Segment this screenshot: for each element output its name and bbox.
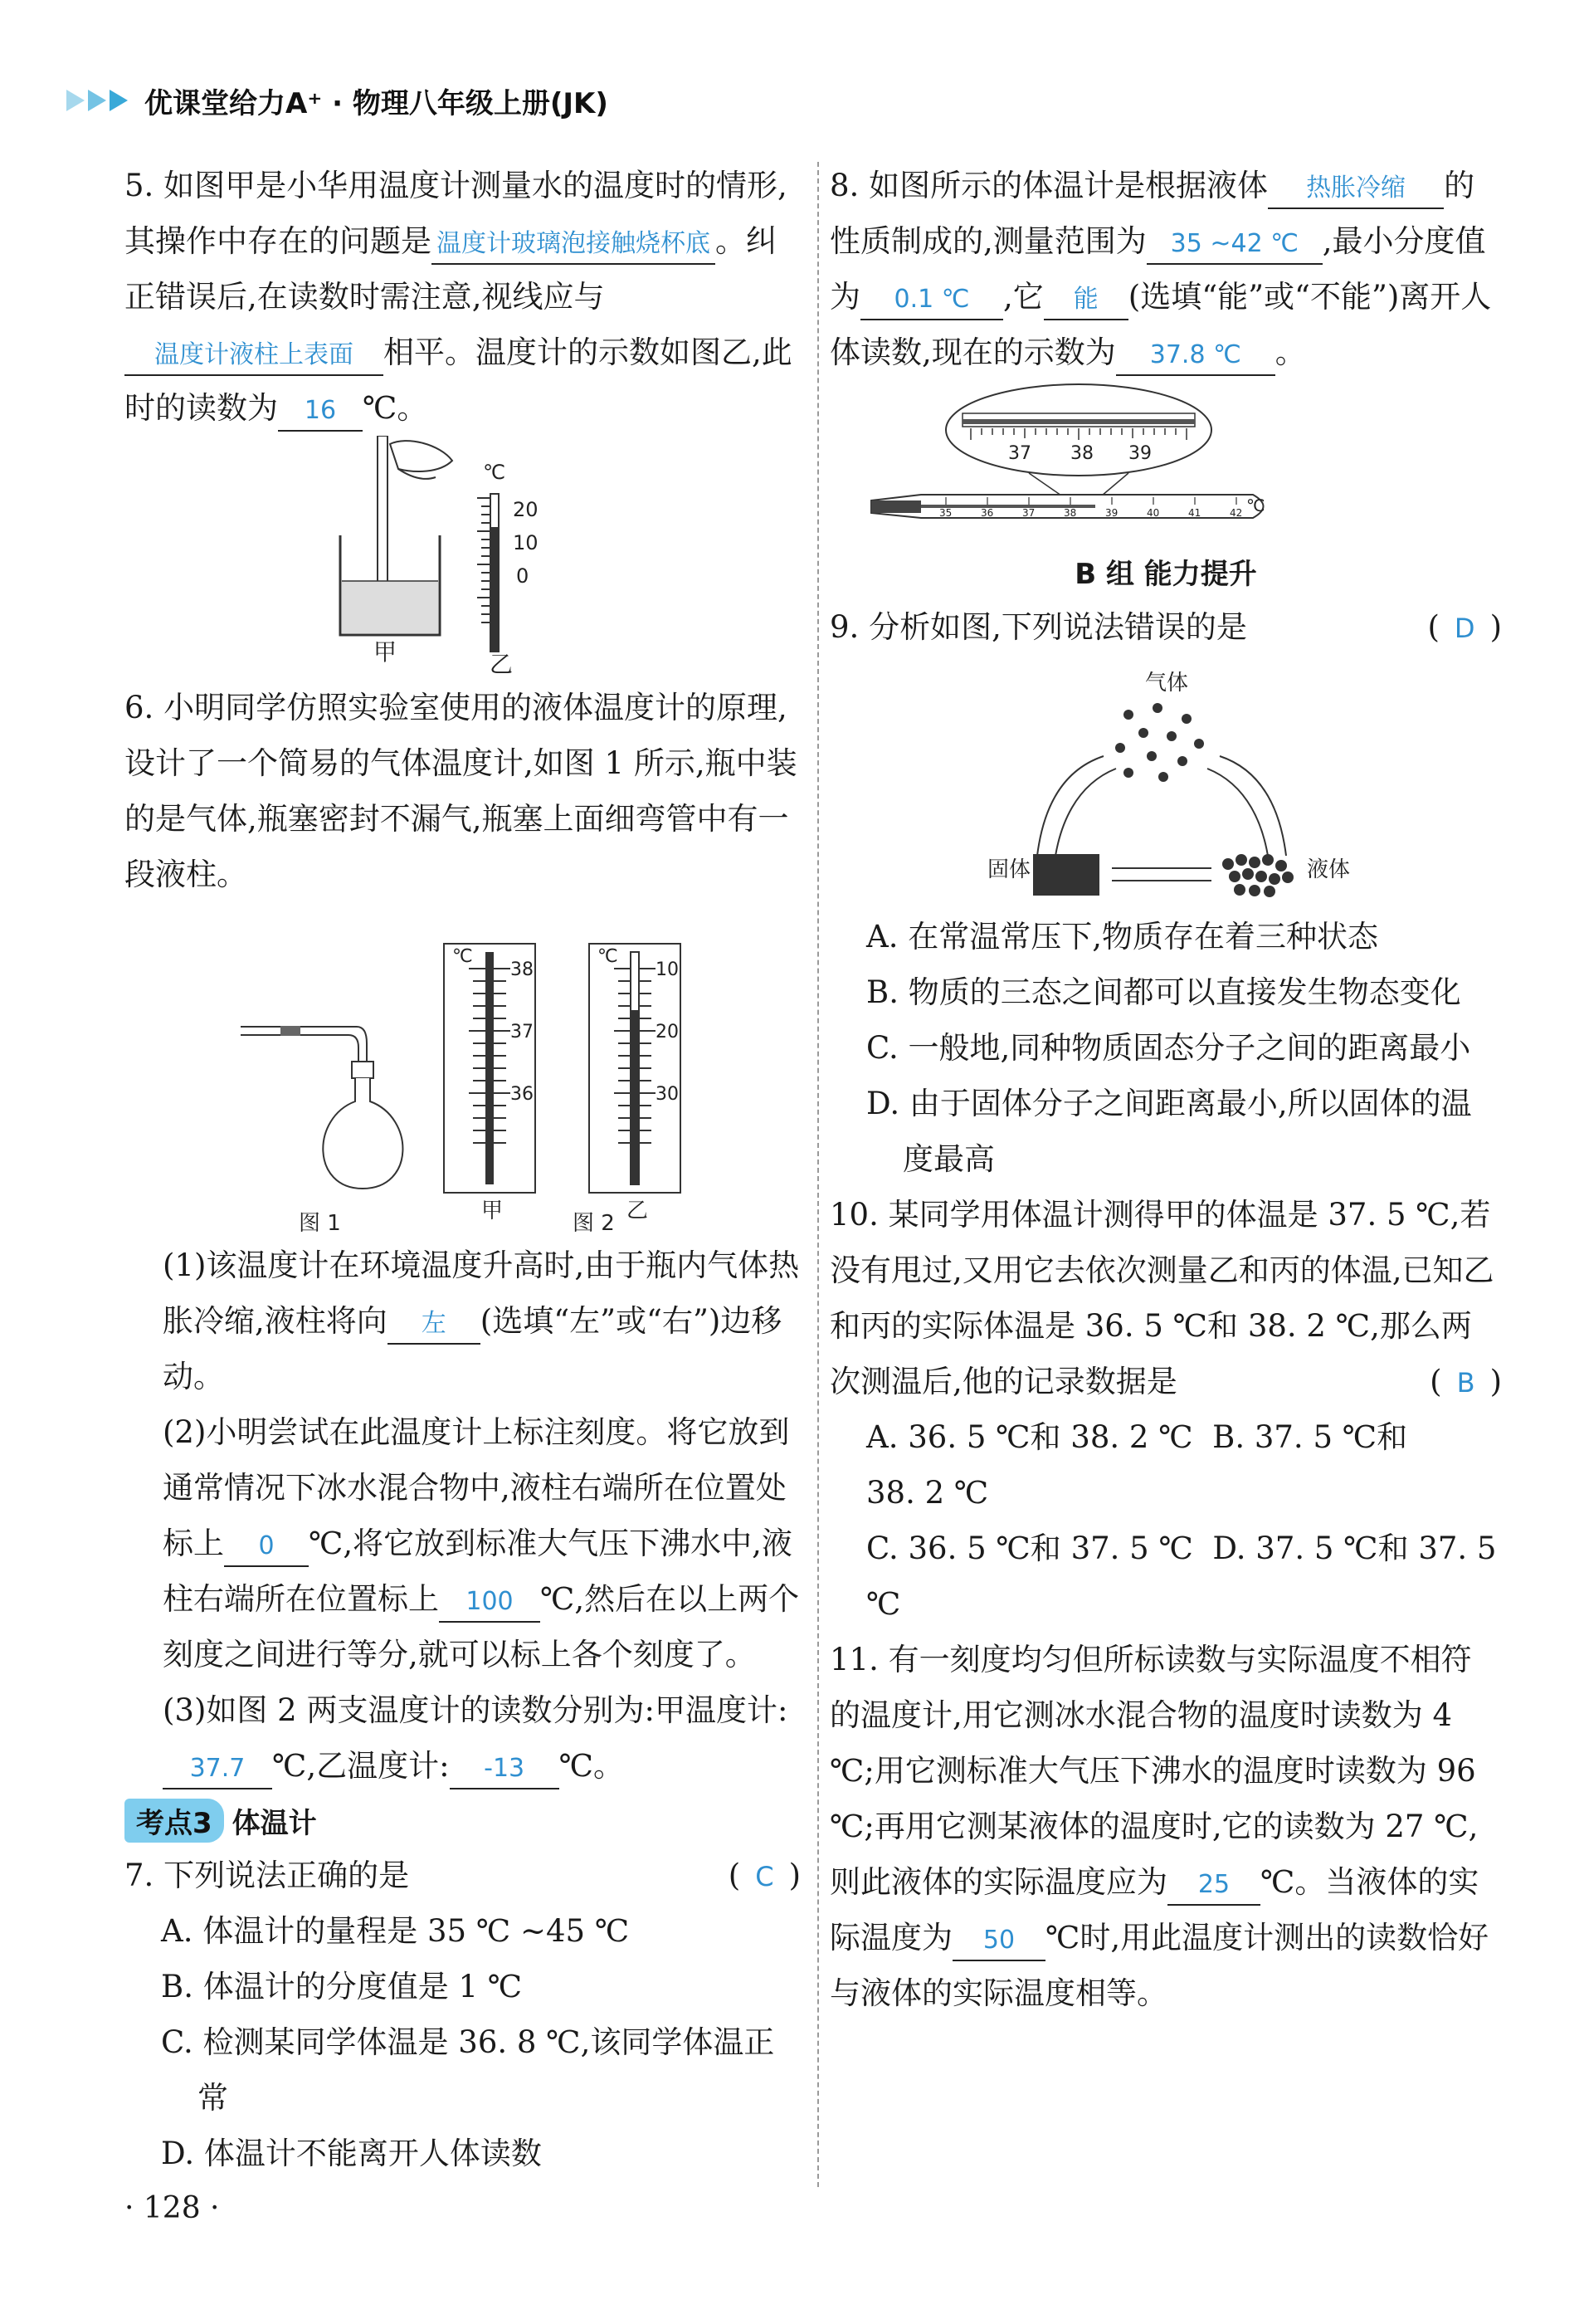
q9-option-a: A. 在常温常压下,物质存在着三种状态 [866, 919, 1379, 954]
q9-option-c: C. 一般地,同种物质固态分子之间的距离最小 [866, 1030, 1471, 1066]
fig2-jia-tick-37: 37 [510, 1022, 534, 1042]
q10-option-c: C. 36. 5 ℃和 37. 5 ℃ [866, 1531, 1193, 1566]
section-3-heading [124, 1799, 317, 1843]
q6-sub2-text-3: ℃,然后在以上两个刻度之间进行等分,就可以标上各个刻度了。 [163, 1581, 800, 1672]
q11-answer-2: 50 [953, 1921, 1045, 1961]
group-b-title: B 组 能力提升 [1075, 558, 1257, 591]
fig-label-jia: 甲 [373, 638, 397, 666]
fig-label-yi: 乙 [490, 651, 514, 676]
q10-answer-paren: ( B ) [1430, 1364, 1502, 1399]
header-arrows-icon [66, 90, 131, 111]
label-solid: 固体 [987, 857, 1031, 882]
question-5 [124, 158, 801, 436]
section-3-tag: 考点3 [124, 1799, 224, 1843]
q5-text-1: 5. 如图甲是小华用温度计测量水的温度时的情形,其操作中存在的问题是 [124, 168, 787, 259]
q8-answer-4: 能 [1044, 281, 1128, 320]
body-tick-35: 35 [939, 507, 953, 519]
gas-thermometer-flask [241, 1026, 402, 1189]
q10-option-b: B. 37. 5 ℃和 38. 2 ℃ [866, 1419, 1408, 1511]
body-tick-40: 40 [1147, 507, 1160, 519]
q8-answer-3: 0.1 ℃ [860, 281, 1003, 320]
q11-text-2: ℃。当液体的实际温度为 [830, 1864, 1479, 1955]
gas-particles [1115, 703, 1204, 782]
q8-text-3: ,最小分度值为 [830, 223, 1486, 315]
q6-sub3-answer-1: 37.7 [163, 1750, 272, 1789]
q9-option-b: B. 物质的三态之间都可以直接发生物态变化 [866, 974, 1461, 1010]
q7-option-a: A. 体温计的量程是 35 ℃ ~45 ℃ [161, 1913, 630, 1949]
zoom-tick-37: 37 [1008, 443, 1031, 464]
q10-answer: B [1456, 1367, 1475, 1399]
q10-stem: 10. 某同学用体温计测得甲的体温是 37. 5 ℃,若没有甩过,又用它去依次测量乙和丙的体温,已知乙和丙的实际体温是 36. 5 ℃和 38. 2 ℃,那么两次测温后,他的记录数据是 [830, 1197, 1494, 1399]
question-11 [830, 1632, 1502, 2021]
q6-sub3-text-2: ℃,乙温度计: [272, 1748, 450, 1784]
body-tick-42: 42 [1230, 507, 1243, 519]
q8-text-6: 。 [1275, 334, 1306, 370]
fig2-yi-label: 乙 [626, 1199, 649, 1223]
body-tick-36: 36 [981, 507, 994, 519]
fig2-yi-tick-20: 20 [656, 1022, 679, 1042]
q5-text-4: ℃。 [363, 390, 428, 426]
q9-option-d: D. 由于固体分子之间距离最小,所以固体的温度最高 [866, 1086, 1472, 1177]
q6-sub1-answer: 左 [387, 1305, 480, 1345]
q8-answer-1: 热胀冷缩 [1268, 169, 1444, 209]
question-10 [830, 1187, 1502, 1409]
body-tick-38: 38 [1064, 507, 1077, 519]
q10-options-row-1 [830, 1409, 1502, 1521]
scale-0: 0 [516, 564, 529, 588]
label-gas: 气体 [1145, 671, 1189, 696]
q7-option-c: C. 检测某同学体温是 36. 8 ℃,该同学体温正常 [161, 2024, 775, 2116]
q6-sub-3 [124, 1682, 801, 1794]
q5-text-2: 。纠正错误后,在读数时需注意,视线应与 [124, 223, 777, 315]
q6-sub-1 [124, 1238, 801, 1404]
q7-answer: C [755, 1861, 774, 1892]
q11-answer-1: 25 [1167, 1866, 1260, 1906]
hand-holding-thermometer-icon [390, 441, 452, 479]
fig2-caption: 图 2 [573, 1211, 615, 1234]
q7-stem: 7. 下列说法正确的是 [124, 1858, 410, 1893]
body-unit: ℃ [1246, 496, 1265, 515]
water [342, 581, 438, 633]
body-tick-39: 39 [1105, 507, 1119, 519]
q9-answer-paren: ( D ) [1427, 609, 1502, 645]
question-6 [124, 680, 801, 902]
body-tick-37: 37 [1022, 507, 1036, 519]
left-column [124, 158, 801, 2181]
page-header [66, 80, 608, 121]
q8-figure [830, 380, 1502, 546]
q6-sub3-text-1: (3)如图 2 两支温度计的读数分别为:甲温度计: [163, 1692, 788, 1728]
scale-20: 20 [513, 498, 539, 521]
fig2-jia-tick-38: 38 [510, 959, 534, 980]
q6-sub3-text-3: ℃。 [558, 1748, 625, 1784]
right-column [830, 158, 1502, 2021]
scale-unit: ℃ [483, 461, 505, 484]
zoom-tick-39: 39 [1128, 443, 1152, 464]
q8-text-4: ,它 [1003, 279, 1044, 315]
question-9 [830, 599, 1502, 655]
fig2-yi-tick-30: 30 [656, 1084, 679, 1105]
q10-option-a: A. 36. 5 ℃和 38. 2 ℃ [866, 1419, 1193, 1455]
liquid-particles [1222, 854, 1294, 897]
column-divider [817, 162, 819, 2187]
zoom-tick-38: 38 [1070, 443, 1094, 464]
q8-answer-5: 37.8 ℃ [1116, 336, 1275, 376]
q6-sub3-answer-2: -13 [450, 1750, 559, 1789]
q5-answer-3: 16 [278, 392, 363, 432]
question-8 [830, 158, 1502, 380]
q8-text-5: (选填“能”或“不能”)离开人体读数,现在的示数为 [830, 279, 1492, 370]
q11-text-1: 11. 有一刻度均匀但所标读数与实际温度不相符的温度计,用它测冰水混合物的温度时读数为 4 ℃;用它测标准大气压下沸水的温度时读数为 96 ℃;再用它测某液体的温度时,它的读数为 27 ℃,则此液体的实际温度应为 [830, 1642, 1479, 1900]
page-number: · 128 · [124, 2191, 220, 2225]
q6-sub2-text-2: ℃,将它放到标准大气压下沸水中,液柱右端所在位置标上 [163, 1526, 792, 1617]
fig1-caption: 图 1 [299, 1211, 341, 1234]
q11-text-3: ℃时,用此温度计测出的读数恰好与液体的实际温度相等。 [830, 1920, 1489, 2011]
q6-figure [124, 902, 801, 1234]
scale-10: 10 [513, 531, 539, 554]
q5-text-3: 相平。温度计的示数如图乙,此时的读数为 [124, 334, 792, 426]
q6-sub2-text-1: (2)小明尝试在此温度计上标注刻度。将它放到通常情况下冰水混合物中,液柱右端所在位置处标上 [163, 1414, 790, 1561]
fig2-jia-tick-36: 36 [510, 1084, 534, 1105]
fig2-jia-label: 甲 [481, 1199, 504, 1223]
q5-figure [124, 436, 801, 676]
q6-sub-2 [124, 1404, 801, 1682]
q6-sub1-text-1: (1)该温度计在环境温度升高时,由于瓶内气体热胀冷缩,液柱将向 [163, 1247, 800, 1339]
header-title: 优课堂给力A⁺ · 物理八年级上册(JK) [144, 86, 608, 120]
q7-option-b: B. 体温计的分度值是 1 ℃ [161, 1969, 523, 2004]
q8-text-2: 的性质制成的,测量范围为 [830, 168, 1475, 259]
q6-sub1-text-2: (选填“左”或“右”)边移动。 [163, 1303, 782, 1394]
q6-sub2-answer-2: 100 [439, 1583, 540, 1623]
q7-answer-paren: ( C ) [728, 1858, 801, 1893]
fig2-jia-unit: ℃ [452, 946, 473, 967]
question-7 [124, 1848, 801, 1903]
q8-text-1: 8. 如图所示的体温计是根据液体 [830, 168, 1269, 203]
q5-answer-1: 温度计玻璃泡接触烧杯底 [431, 225, 715, 265]
q9-figure [830, 657, 1502, 906]
q10-options-row-2 [830, 1521, 1502, 1632]
label-liquid: 液体 [1307, 857, 1351, 882]
q9-answer: D [1454, 613, 1475, 644]
q7-option-d: D. 体温计不能离开人体读数 [161, 2136, 542, 2171]
fig2-yi-tick-10: 10 [656, 959, 679, 980]
q6-stem: 6. 小明同学仿照实验室使用的液体温度计的原理,设计了一个简易的气体温度计,如图 1 所示,瓶中装的是气体,瓶塞密封不漏气,瓶塞上面细弯管中有一段液柱。 [124, 690, 797, 892]
q9-stem: 9. 分析如图,下列说法错误的是 [830, 609, 1247, 645]
solid-particles [1033, 854, 1099, 896]
q6-sub2-answer-1: 0 [224, 1527, 309, 1567]
q5-answer-2: 温度计液柱上表面 [124, 336, 383, 376]
fig2-yi-unit: ℃ [597, 946, 618, 967]
q10-option-d: D. 37. 5 ℃和 37. 5 ℃ [866, 1531, 1497, 1622]
q8-answer-2: 35 ~42 ℃ [1147, 225, 1323, 265]
body-tick-41: 41 [1188, 507, 1201, 519]
section-3-title: 体温计 [232, 1807, 317, 1840]
